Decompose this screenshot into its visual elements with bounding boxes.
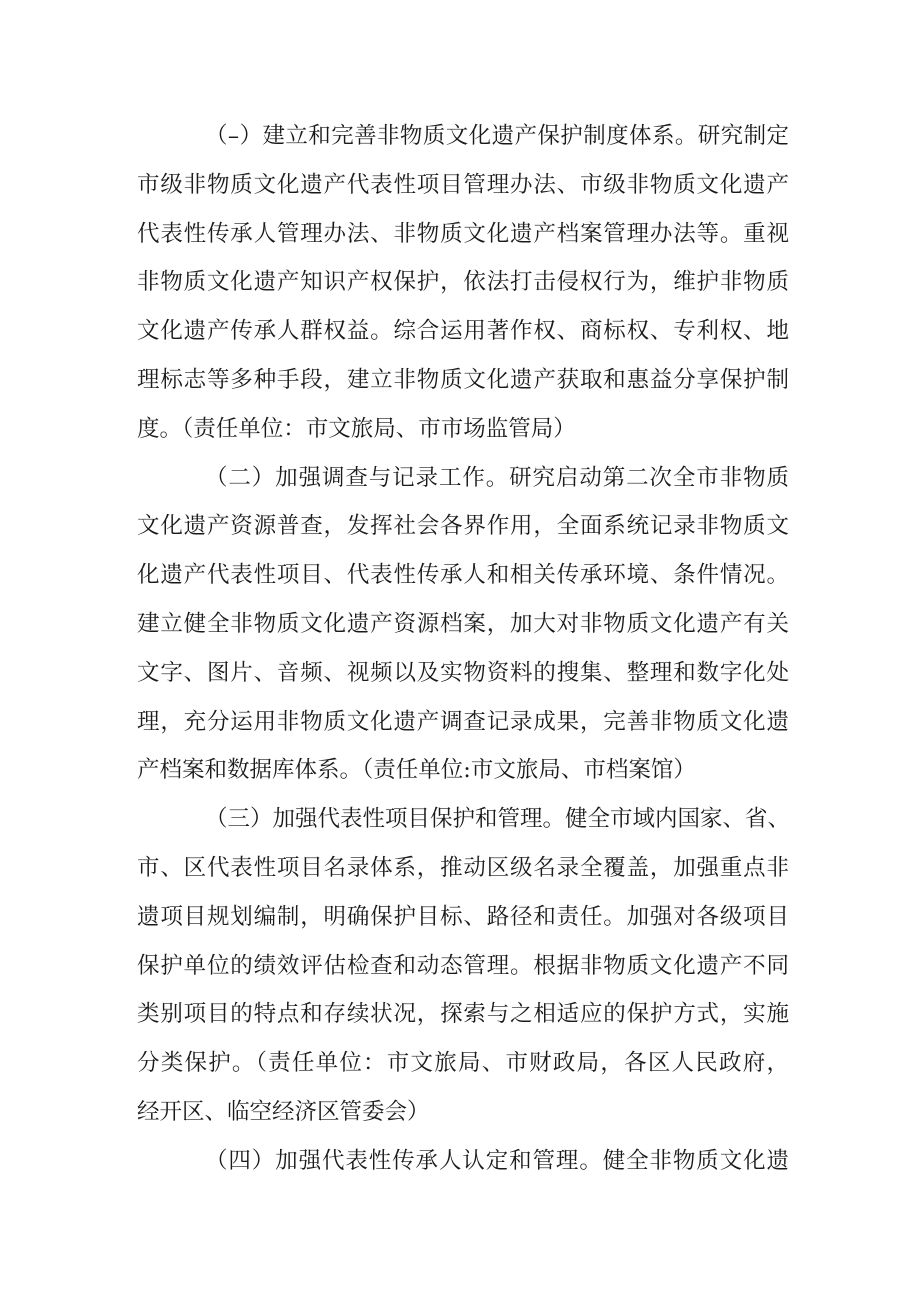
text-line: 保护单位的绩效评估检查和动态管理。根据非物质文化遗产不同 xyxy=(137,952,789,979)
paragraph-1 xyxy=(137,112,789,454)
text-line: 市级非物质文化遗产代表性项目管理办法、市级非物质文化遗产 xyxy=(137,171,789,198)
text-line: 产档案和数据库体系。（责任单位:市文旅局、市档案馆） xyxy=(137,757,696,784)
text-line: 度。（责任单位：市文旅局、市市场监管局） xyxy=(137,415,576,442)
text-line: 非物质文化遗产知识产权保护，依法打击侵权行为，维护非物质 xyxy=(137,269,789,296)
paragraph-2 xyxy=(137,454,789,796)
text-line: （二）加强调查与记录工作。研究启动第二次全市非物质 xyxy=(205,464,789,491)
text-line: 代表性传承人管理办法、非物质文化遗产档案管理办法等。重视 xyxy=(137,220,789,247)
text-line: 化遗产代表性项目、代表性传承人和相关传承环境、条件情况。 xyxy=(137,562,789,589)
paragraph-4 xyxy=(137,1137,789,1186)
text-line: （四）加强代表性传承人认定和管理。健全非物质文化遗 xyxy=(205,1147,789,1174)
text-line: 建立健全非物质文化遗产资源档案，加大对非物质文化遗产有关 xyxy=(137,610,789,637)
text-line: 市、区代表性项目名录体系，推动区级名录全覆盖，加强重点非 xyxy=(137,854,789,881)
text-line: 类别项目的特点和存续状况，探索与之相适应的保护方式，实施 xyxy=(137,1001,789,1028)
text-line: 分类保护。（责任单位：市文旅局、市财政局，各区人民政府， xyxy=(137,1050,789,1077)
text-line: （–）建立和完善非物质文化遗产保护制度体系。研究制定 xyxy=(205,123,789,149)
text-line: 遗项目规划编制，明确保护目标、路径和责任。加强对各级项目 xyxy=(137,903,789,930)
document-body xyxy=(137,112,789,1186)
text-line: 文化遗产资源普查，发挥社会各界作用，全面系统记录非物质文 xyxy=(137,513,789,540)
text-line: 经开区、临空经济区管委会） xyxy=(137,1098,430,1125)
text-line: 文化遗产传承人群权益。综合运用著作权、商标权、专利权、地 xyxy=(137,318,789,345)
text-line: （三）加强代表性项目保护和管理。健全市域内国家、省、 xyxy=(205,806,791,833)
text-line: 理标志等多种手段，建立非物质文化遗产获取和惠益分享保护制 xyxy=(137,366,789,393)
text-line: 文字、图片、音频、视频以及实物资料的搜集、整理和数字化处 xyxy=(137,659,789,686)
paragraph-3 xyxy=(137,795,789,1137)
text-line: 理，充分运用非物质文化遗产调查记录成果，完善非物质文化遗 xyxy=(137,708,789,735)
